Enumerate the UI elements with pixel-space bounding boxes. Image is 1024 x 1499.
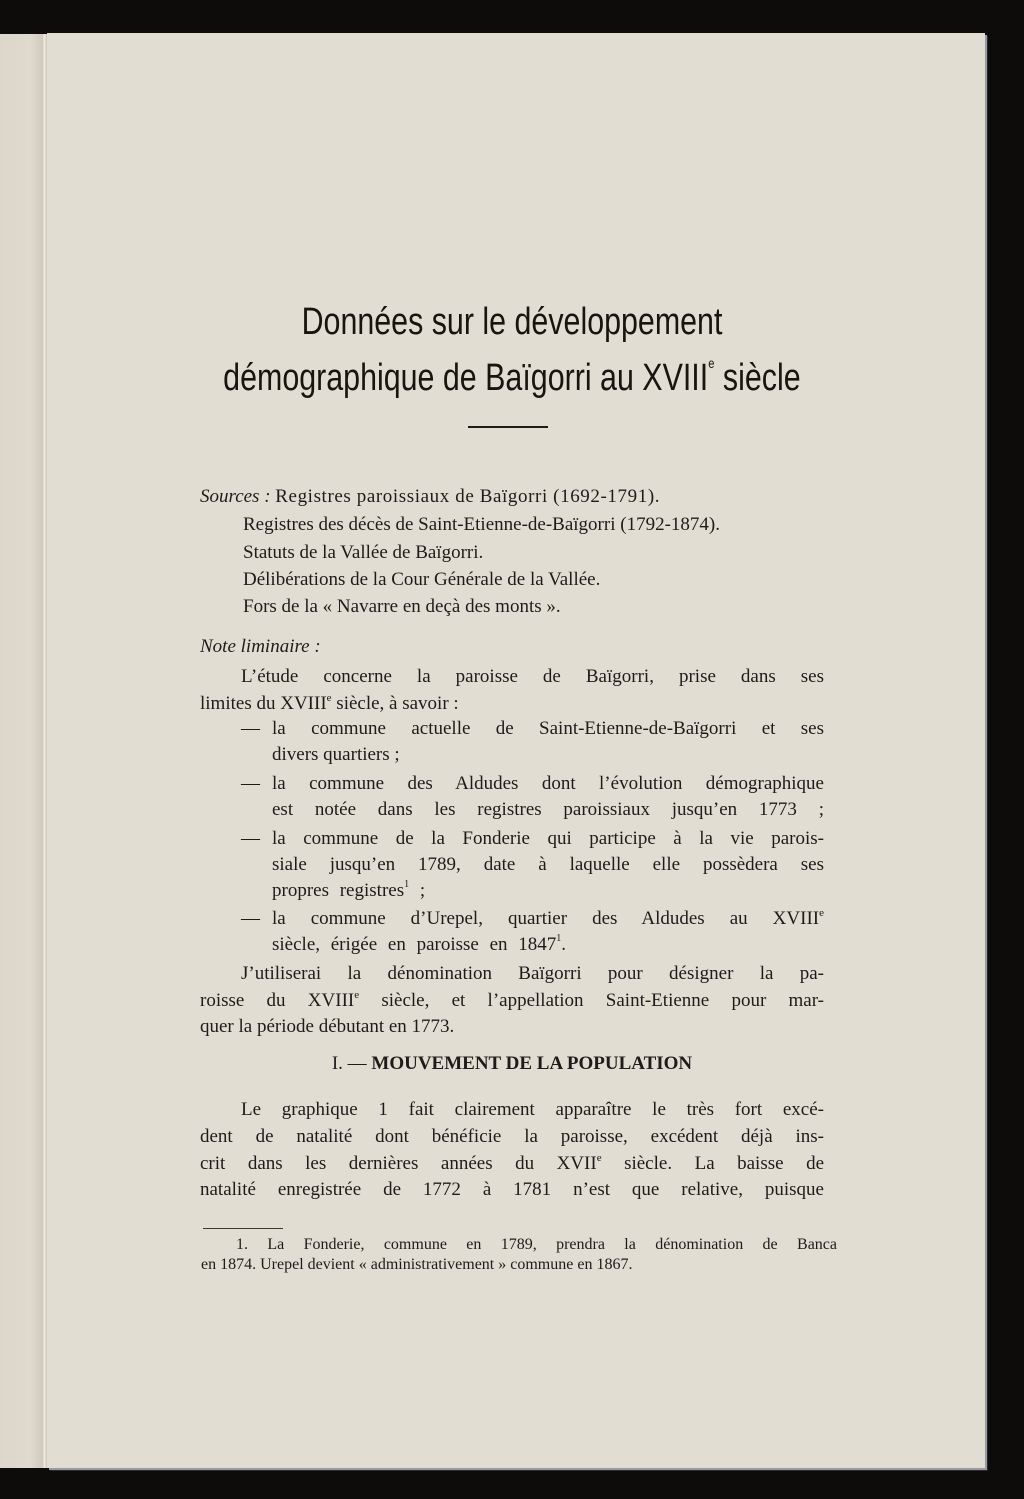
paragraph-text-end: siècle. La baisse de <box>601 1153 824 1174</box>
title-line-2-text: démographique de Baïgorri au XVIII <box>223 357 709 399</box>
section-number: I. — <box>331 1053 367 1074</box>
note-closing-line-2 <box>200 988 824 1014</box>
sources-item: Registres des décès de Saint-Etienne-de-Baïgorri (1792-1874). <box>243 514 720 535</box>
footnote-ref[interactable]: 1 <box>556 933 562 944</box>
note-closing-line-3: quer la période débutant en 1773. <box>200 1016 455 1037</box>
list-item-line: est notée dans les registres paroissiaux jusqu’en 1773 ; <box>272 799 824 820</box>
note-label: Note liminaire : <box>200 636 321 657</box>
note-closing-text: roisse du XVIII <box>200 990 355 1011</box>
paragraph-line <box>200 1151 824 1177</box>
list-item-line: siale jusqu’en 1789, date à laquelle elle possèdera ses <box>272 854 824 875</box>
list-item-line: la commune actuelle de Saint-Etienne-de-Baïgorri et ses <box>272 718 824 739</box>
paragraph-line: dent de natalité dont bénéficie la paroisse, excédent déjà ins- <box>200 1126 824 1147</box>
note-intro-text: limites du XVIII <box>200 693 327 714</box>
list-item-line: la commune de la Fonderie qui participe à la vie parois- <box>272 828 824 849</box>
list-item-line <box>272 932 824 958</box>
sources-first-line <box>200 484 824 510</box>
note-closing-line-1: J’utiliserai la dénomination Baïgorri pour désigner la pa- <box>241 963 824 984</box>
sources-item-first: Registres paroissiaux de Baïgorri (1692-1791). <box>275 486 661 507</box>
list-item-text-end: . <box>561 934 567 955</box>
title-line-2 <box>0 350 1024 406</box>
title-line-1-text: Données sur le développement <box>301 301 723 343</box>
footnote-ref[interactable]: 1 <box>404 879 410 890</box>
section-heading <box>0 1050 1024 1078</box>
note-intro-line-2 <box>200 691 824 717</box>
facing-page-edge <box>0 34 44 1468</box>
list-item-line <box>272 878 824 904</box>
footnote-divider <box>203 1228 283 1229</box>
superscript: e <box>819 907 824 919</box>
footnote-line: en 1874. Urepel devient « administrativement » commune en 1867. <box>201 1256 633 1273</box>
title-line-2-end: siècle <box>714 357 801 399</box>
dash-bullet: — <box>241 908 260 929</box>
paragraph-line: natalité enregistrée de 1772 à 1781 n’est que relative, puisque <box>200 1179 824 1200</box>
list-item-line: la commune des Aldudes dont l’évolution démographique <box>272 773 824 794</box>
list-item-text-end: ; <box>409 880 426 901</box>
note-closing-text-end: siècle, et l’appellation Saint-Etienne pour mar- <box>359 990 824 1011</box>
paragraph-text: crit dans les dernières années du XVII <box>200 1153 597 1174</box>
sources-label: Sources : <box>200 486 271 507</box>
superscript: e <box>326 692 332 704</box>
list-item-line <box>272 906 824 932</box>
superscript: e <box>354 989 360 1001</box>
superscript: e <box>596 1152 602 1164</box>
sources-item: Statuts de la Vallée de Baïgorri. <box>243 542 484 563</box>
list-item-text: la commune d’Urepel, quartier des Aldudes au XVIII <box>272 908 820 929</box>
title-line-2-wrap <box>223 350 800 406</box>
note-intro-text-end: siècle, à savoir : <box>331 693 459 714</box>
footnote-line: 1. La Fonderie, commune en 1789, prendra la dénomination de Banca <box>236 1236 837 1253</box>
section-title: MOUVEMENT DE LA POPULATION <box>371 1053 693 1074</box>
note-intro-line-1: L’étude concerne la paroisse de Baïgorri, prise dans ses <box>241 666 824 687</box>
title-line-1 <box>0 294 1024 350</box>
sources-item: Fors de la « Navarre en deçà des monts ». <box>243 596 561 617</box>
title-divider <box>468 426 548 428</box>
list-item-line: divers quartiers ; <box>272 744 400 765</box>
title-superscript: e <box>708 355 715 371</box>
paragraph-line: Le graphique 1 fait clairement apparaître le très fort excé- <box>241 1099 824 1120</box>
list-item-text: propres registres <box>272 880 405 901</box>
dash-bullet: — <box>241 718 260 739</box>
sources-item: Délibérations de la Cour Générale de la Vallée. <box>243 569 601 590</box>
list-item-text: siècle, érigée en paroisse en 1847 <box>272 934 557 955</box>
dash-bullet: — <box>241 828 260 849</box>
dash-bullet: — <box>241 773 260 794</box>
